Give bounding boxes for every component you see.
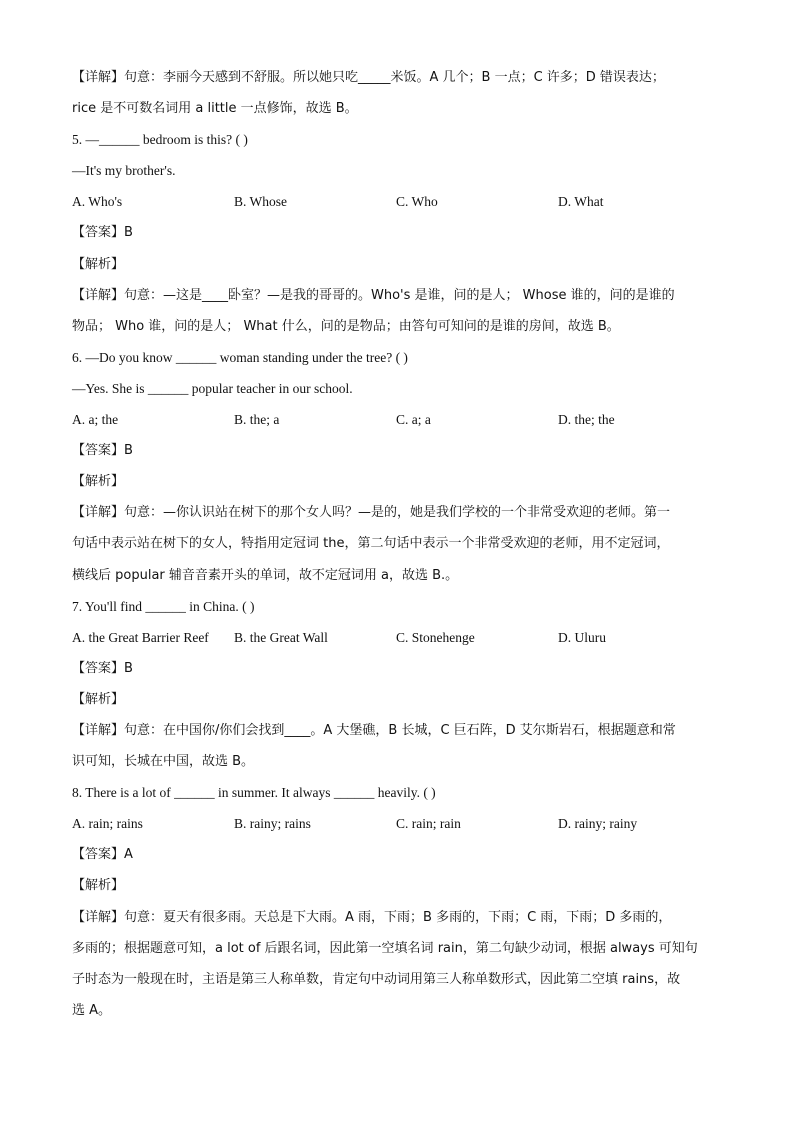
analysis-label: 【解析】 [72, 878, 125, 894]
option-d: D. Uluru [558, 629, 606, 645]
option-d: D. What [558, 194, 604, 210]
detail-line: 选 A。 [72, 1002, 112, 1018]
analysis-label: 【解析】 [72, 691, 125, 707]
detail-line: rice 是不可数名词用 a little 一点修饰，故选 B。 [72, 101, 358, 117]
detail-line: 句话中表示站在树下的女人，特指用定冠词 the，第二句话中表示一个非常受欢迎的老师，用不定冠词， [72, 536, 670, 552]
option-c: C. Who [396, 194, 438, 210]
question-6-options [72, 404, 722, 435]
option-d: D. the; the [558, 412, 615, 428]
question-5-options [72, 186, 722, 217]
detail-line: 物品； Who 谁，问的是人； What 什么，问的是物品；由答句可知问的是谁的房间，故选 B。 [72, 318, 620, 334]
detail-line: 【详解】句意：—你认识站在树下的那个女人吗？—是的，她是我们学校的一个非常受欢迎的老师。第一 [72, 505, 671, 521]
option-c: C. a; a [396, 412, 431, 428]
detail-line: 【详解】句意：在中国你/你们会找到____。A 大堡礁，B 长城，C 巨石阵，D 艾尔斯岩石，根据题意和常 [72, 722, 676, 738]
detail-line: 子时态为一般现在时，主语是第三人称单数，肯定句中动词用第三人称单数形式，因此第二空填 rains，故 [72, 971, 681, 987]
question-5-reply: —It's my brother's. [72, 163, 176, 179]
option-b: B. Whose [234, 194, 287, 210]
question-7: 7. You'll find ______ in China. ( ) [72, 598, 255, 614]
detail-line: 横线后 popular 辅音音素开头的单词，故不定冠词用 a，故选 B.。 [72, 567, 459, 583]
option-a: A. rain; rains [72, 816, 143, 832]
detail-line: 【详解】句意：—这是____卧室？—是我的哥哥的。Who's 是谁，问的是人； Whose 谁的，问的是谁的 [72, 287, 675, 303]
option-b: B. rainy; rains [234, 816, 311, 832]
question-6-reply: —Yes. She is ______ popular teacher in our school. [72, 380, 353, 396]
option-c: C. Stonehenge [396, 629, 475, 645]
analysis-label: 【解析】 [72, 256, 125, 272]
option-a: A. the Great Barrier Reef [72, 629, 209, 645]
question-5: 5. —______ bedroom is this? ( ) [72, 132, 248, 148]
option-c: C. rain; rain [396, 816, 461, 832]
option-a: A. a; the [72, 412, 119, 428]
detail-line: 【详解】句意：夏天有很多雨。天总是下大雨。A 雨，下雨；B 多雨的，下雨；C 雨，下雨；D 多雨的， [72, 909, 672, 925]
question-6: 6. —Do you know ______ woman standing under the tree? ( ) [72, 349, 408, 365]
answer-label: 【答案】B [72, 660, 133, 676]
answer-label: 【答案】B [72, 225, 133, 241]
answer-label: 【答案】B [72, 443, 133, 459]
question-8-options [72, 808, 722, 839]
answer-label: 【答案】A [72, 847, 133, 863]
detail-line: 【详解】句意：李丽今天感到不舒服。所以她只吃_____米饭。A 几个；B 一点；C 许多；D 错误表达； [72, 70, 665, 85]
detail-line: 识可知，长城在中国，故选 B。 [72, 754, 255, 770]
option-b: B. the Great Wall [234, 629, 328, 645]
option-a: A. Who's [72, 194, 123, 210]
detail-line: 多雨的；根据题意可知，a lot of 后跟名词，因此第一空填名词 rain，第二句缺少动词，根据 always 可知句 [72, 940, 698, 956]
analysis-label: 【解析】 [72, 474, 125, 490]
question-8: 8. There is a lot of ______ in summer. It always ______ heavily. ( ) [72, 785, 436, 801]
document-page [72, 62, 722, 1026]
option-b: B. the; a [234, 412, 280, 428]
question-7-options [72, 622, 722, 653]
option-d: D. rainy; rainy [558, 816, 638, 832]
